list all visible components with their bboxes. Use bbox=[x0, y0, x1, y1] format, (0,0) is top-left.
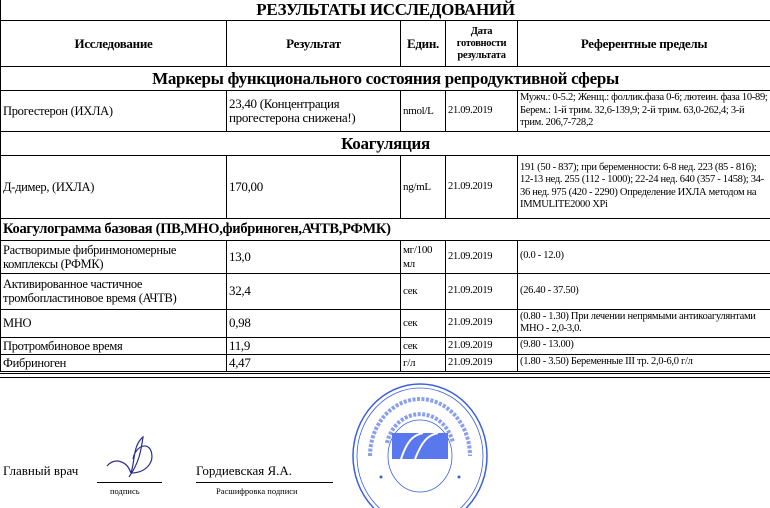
signature-block bbox=[0, 378, 770, 508]
company-stamp bbox=[345, 381, 495, 508]
doctor-name: Гордиевская Я.А. bbox=[196, 463, 292, 478]
unit: сек bbox=[401, 337, 446, 354]
result-value: 170,00 bbox=[227, 155, 401, 218]
header-study: Исследование bbox=[1, 21, 227, 67]
date: 21.09.2019 bbox=[446, 273, 518, 309]
table-row bbox=[1, 273, 770, 309]
unit: г/л bbox=[401, 354, 446, 371]
date: 21.09.2019 bbox=[446, 240, 518, 273]
study-name: Фибриноген bbox=[1, 354, 227, 371]
study-name: Д-димер, (ИХЛА) bbox=[1, 155, 227, 218]
reference: (0.0 - 12.0) bbox=[518, 240, 770, 273]
study-name: Прогестерон (ИХЛА) bbox=[1, 91, 227, 132]
table-row bbox=[1, 155, 770, 218]
result-value: 4,47 bbox=[227, 354, 401, 371]
signature-image bbox=[95, 433, 165, 483]
unit: ng/mL bbox=[401, 155, 446, 218]
unit: сек bbox=[401, 309, 446, 337]
name-line bbox=[196, 482, 333, 483]
table-row bbox=[1, 240, 770, 273]
section-title: Маркеры функционального состояния репродуктивной сферы bbox=[1, 67, 770, 91]
table-row bbox=[1, 309, 770, 337]
reference: (0.80 - 1.30) При лечении непрямыми антикоагулянтами МНО - 2,0-3,0. bbox=[518, 309, 770, 337]
date: 21.09.2019 bbox=[446, 91, 518, 132]
study-name: Активированное частичное тромбопластиновое время (АЧТВ) bbox=[1, 273, 227, 309]
reference: Мужч.: 0-5.2; Женщ.: фоллик.фаза 0-6; лютеин. фаза 10-89; Берем.: 1-й трим. 32,6-139,9; 2-й трим. 63,0-262,4; 3-й трим. 206,7-728,2 bbox=[518, 91, 770, 132]
reference: (26.40 - 37.50) bbox=[518, 273, 770, 309]
header-reference: Референтные пределы bbox=[518, 21, 770, 67]
date: 21.09.2019 bbox=[446, 337, 518, 354]
result-value: 32,4 bbox=[227, 273, 401, 309]
section-title: Коагуляция bbox=[1, 131, 770, 155]
table-row bbox=[1, 337, 770, 354]
study-name: МНО bbox=[1, 309, 227, 337]
reference: 191 (50 - 837); при беременности: 6-8 нед. 223 (85 - 816); 12-13 нед. 255 (112 - 1000); 22-24 нед. 640 (357 - 1458); 34-36 нед. 975 (420 - 2290) Определение ИХЛА методом на IMMULITE2000 XPi bbox=[518, 155, 770, 218]
result-value: 23,40 (Концентрация прогестерона снижена!) bbox=[227, 91, 401, 132]
date: 21.09.2019 bbox=[446, 309, 518, 337]
result-value: 0,98 bbox=[227, 309, 401, 337]
result-value: 13,0 bbox=[227, 240, 401, 273]
unit: nmol/L bbox=[401, 91, 446, 132]
signature-caption: подпись bbox=[110, 486, 140, 496]
document-title: РЕЗУЛЬТАТЫ ИССЛЕДОВАНИЙ bbox=[1, 0, 770, 21]
table-row bbox=[1, 91, 770, 132]
header-result: Результат bbox=[227, 21, 401, 67]
unit: мг/100 мл bbox=[401, 240, 446, 273]
study-name: Протромбиновое время bbox=[1, 337, 227, 354]
reference: (1.80 - 3.50) Беременные III тр. 2,0-6,0 г/л bbox=[518, 354, 770, 371]
reference: (9.80 - 13.00) bbox=[518, 337, 770, 354]
study-name: Растворимые фибринмономерные комплексы (РФМК) bbox=[1, 240, 227, 273]
date: 21.09.2019 bbox=[446, 354, 518, 371]
date: 21.09.2019 bbox=[446, 155, 518, 218]
name-caption: Расшифровка подписи bbox=[216, 486, 298, 496]
position-label: Главный врач bbox=[3, 463, 78, 478]
unit: сек bbox=[401, 273, 446, 309]
signature-line bbox=[97, 482, 162, 483]
result-value: 11,9 bbox=[227, 337, 401, 354]
section-title: Коагулограмма базовая (ПВ,МНО,фибриноген,АЧТВ,РФМК) bbox=[1, 218, 770, 240]
header-unit: Един. bbox=[401, 21, 446, 67]
header-date: Дата готовности результата bbox=[446, 21, 518, 67]
table-row bbox=[1, 354, 770, 371]
